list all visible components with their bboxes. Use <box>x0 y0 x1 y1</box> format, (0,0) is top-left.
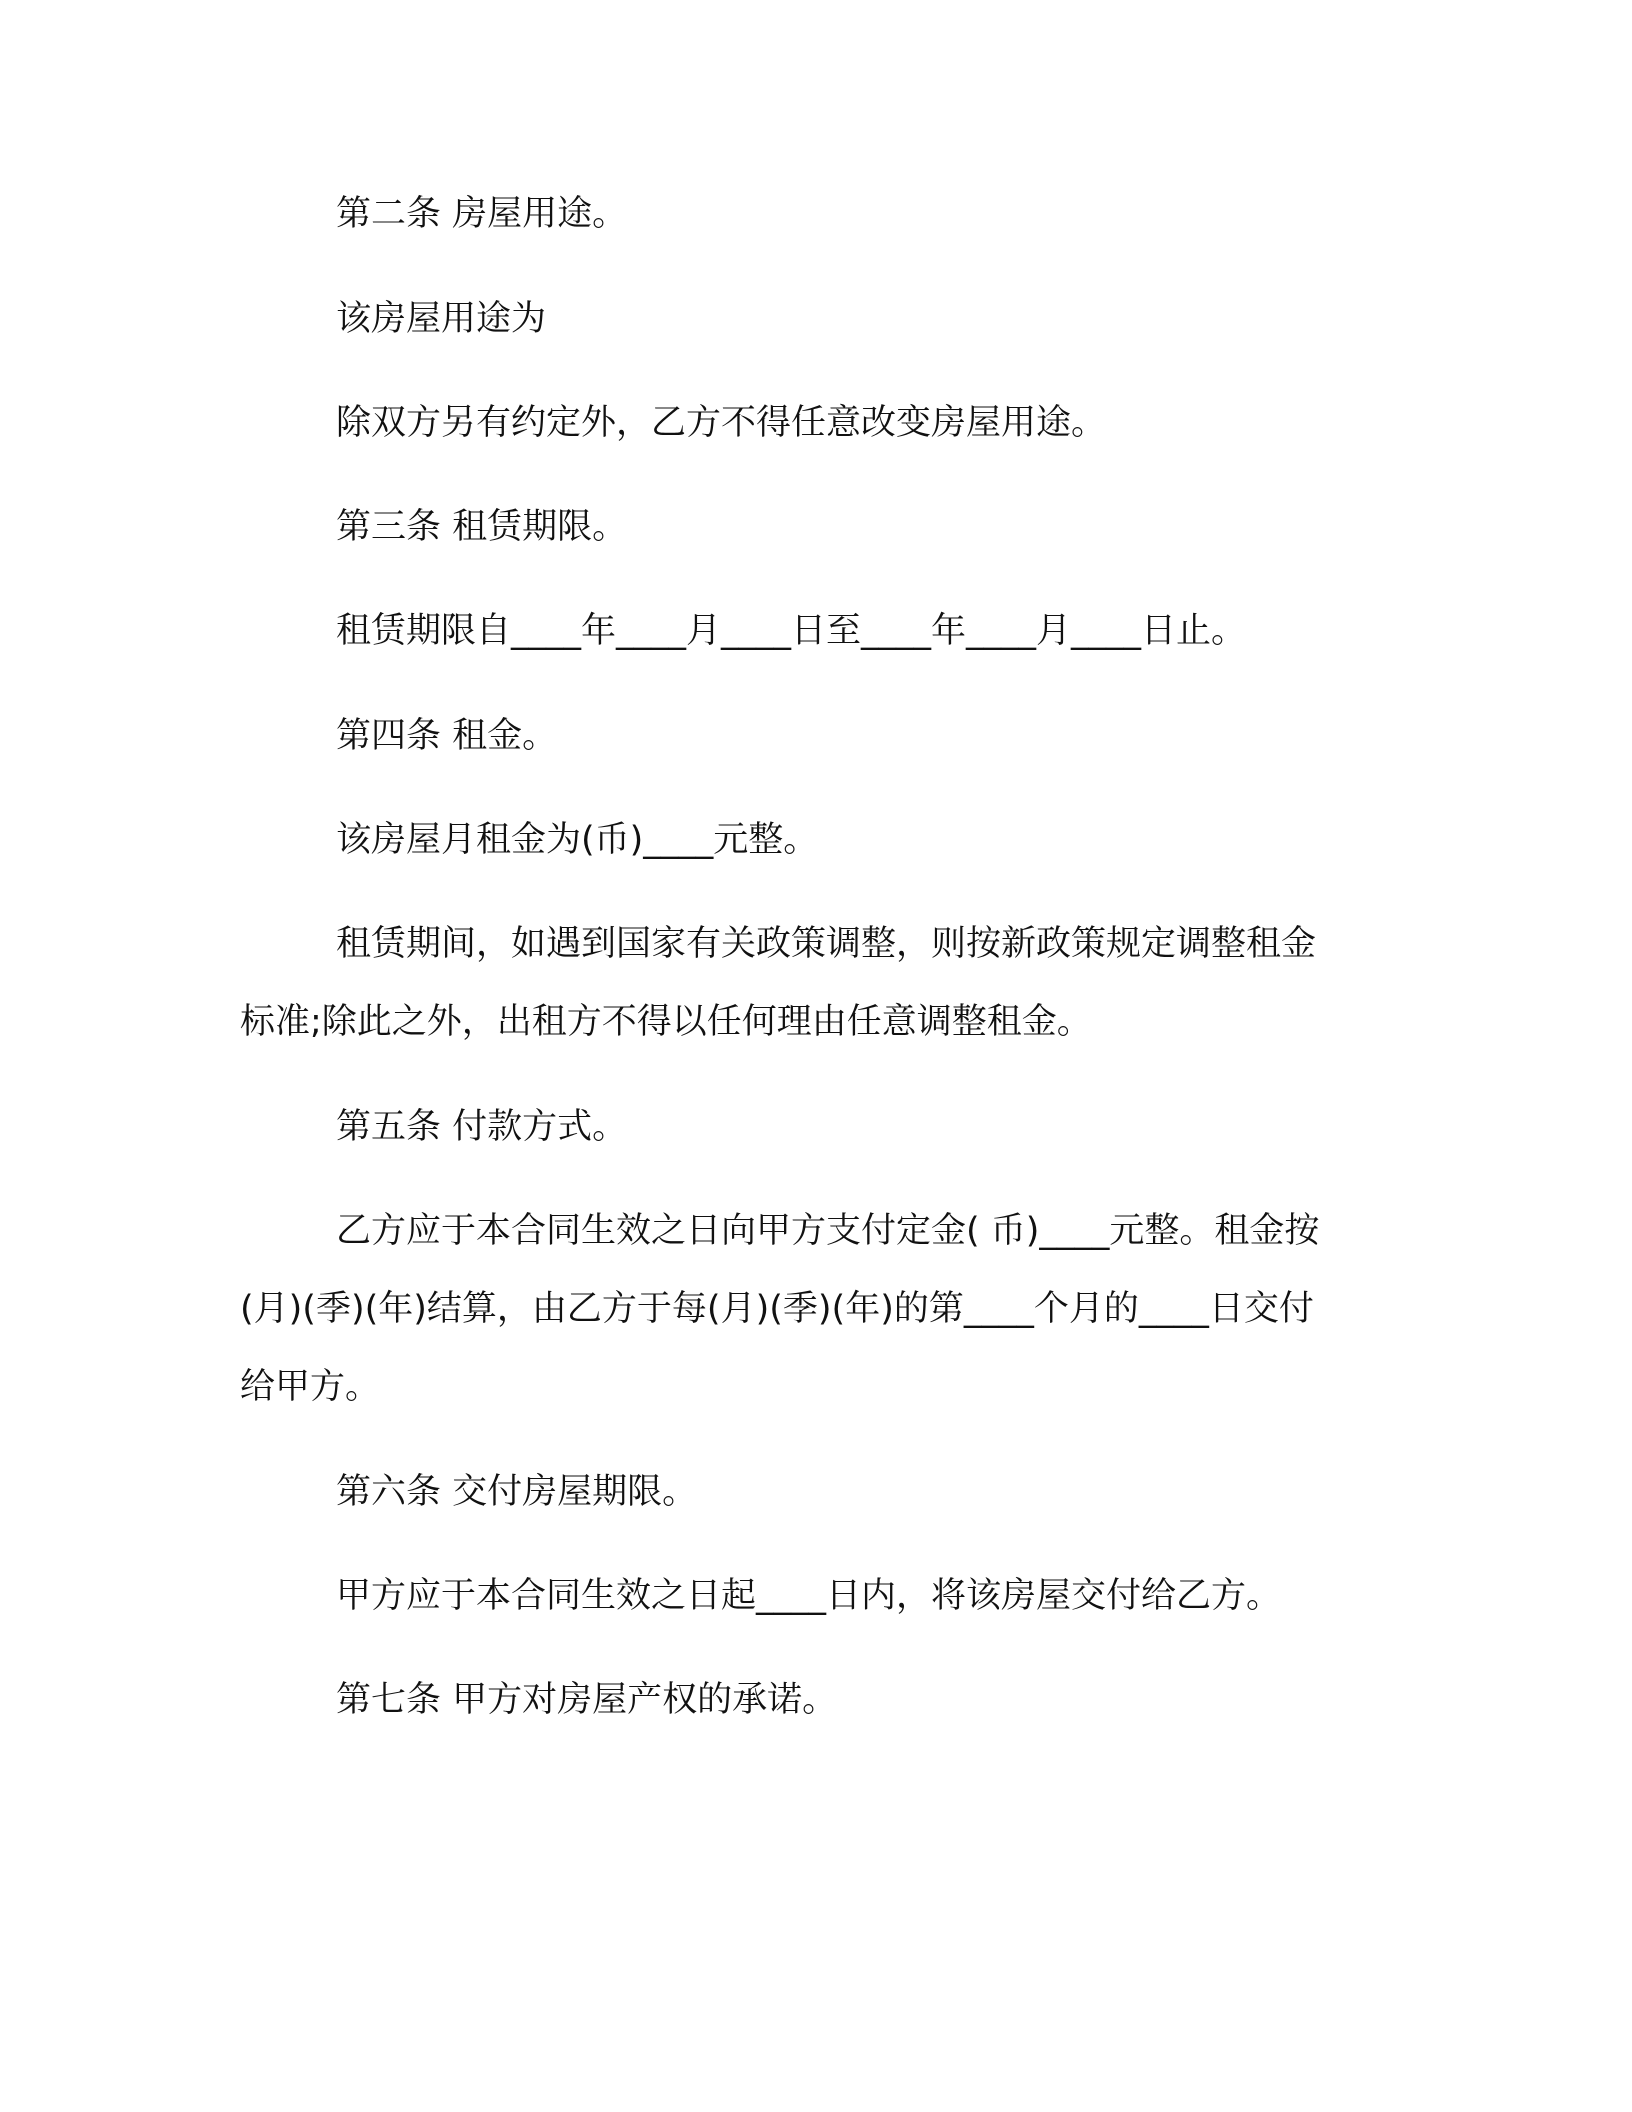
article-4-adjustment-line-1: 租赁期间，如遇到国家有关政策调整，则按新政策规定调整租金 <box>336 924 1317 964</box>
article-4-rent: 该房屋月租金为(币)____元整。 <box>336 820 819 860</box>
article-4-adjustment-line-2: 标准;除此之外，出租方不得以任何理由任意调整租金。 <box>240 1002 1092 1042</box>
article-5-payment-line-3: 给甲方。 <box>240 1367 381 1407</box>
article-6-heading: 第六条 交付房屋期限。 <box>336 1472 698 1512</box>
article-5-heading: 第五条 付款方式。 <box>336 1107 628 1147</box>
article-5-payment-line-1: 乙方应于本合同生效之日向甲方支付定金( 币)____元整。租金按 <box>336 1211 1320 1251</box>
article-6-delivery: 甲方应于本合同生效之日起____日内，将该房屋交付给乙方。 <box>336 1576 1282 1616</box>
article-5-payment <box>240 1192 1440 1426</box>
article-3-heading: 第三条 租赁期限。 <box>336 507 628 547</box>
article-4-adjustment <box>240 905 1440 1061</box>
article-2-heading: 第二条 房屋用途。 <box>336 194 628 234</box>
article-4-heading: 第四条 租金。 <box>336 716 558 756</box>
article-3-term: 租赁期限自____年____月____日至____年____月____日止。 <box>336 611 1247 651</box>
article-2-use: 该房屋用途为 <box>336 299 547 339</box>
article-2-restriction: 除双方另有约定外，乙方不得任意改变房屋用途。 <box>336 403 1107 443</box>
article-5-payment-line-2: (月)(季)(年)结算，由乙方于每(月)(季)(年)的第____个月的____日交付 <box>240 1289 1314 1329</box>
article-7-heading: 第七条 甲方对房屋产权的承诺。 <box>336 1680 838 1720</box>
